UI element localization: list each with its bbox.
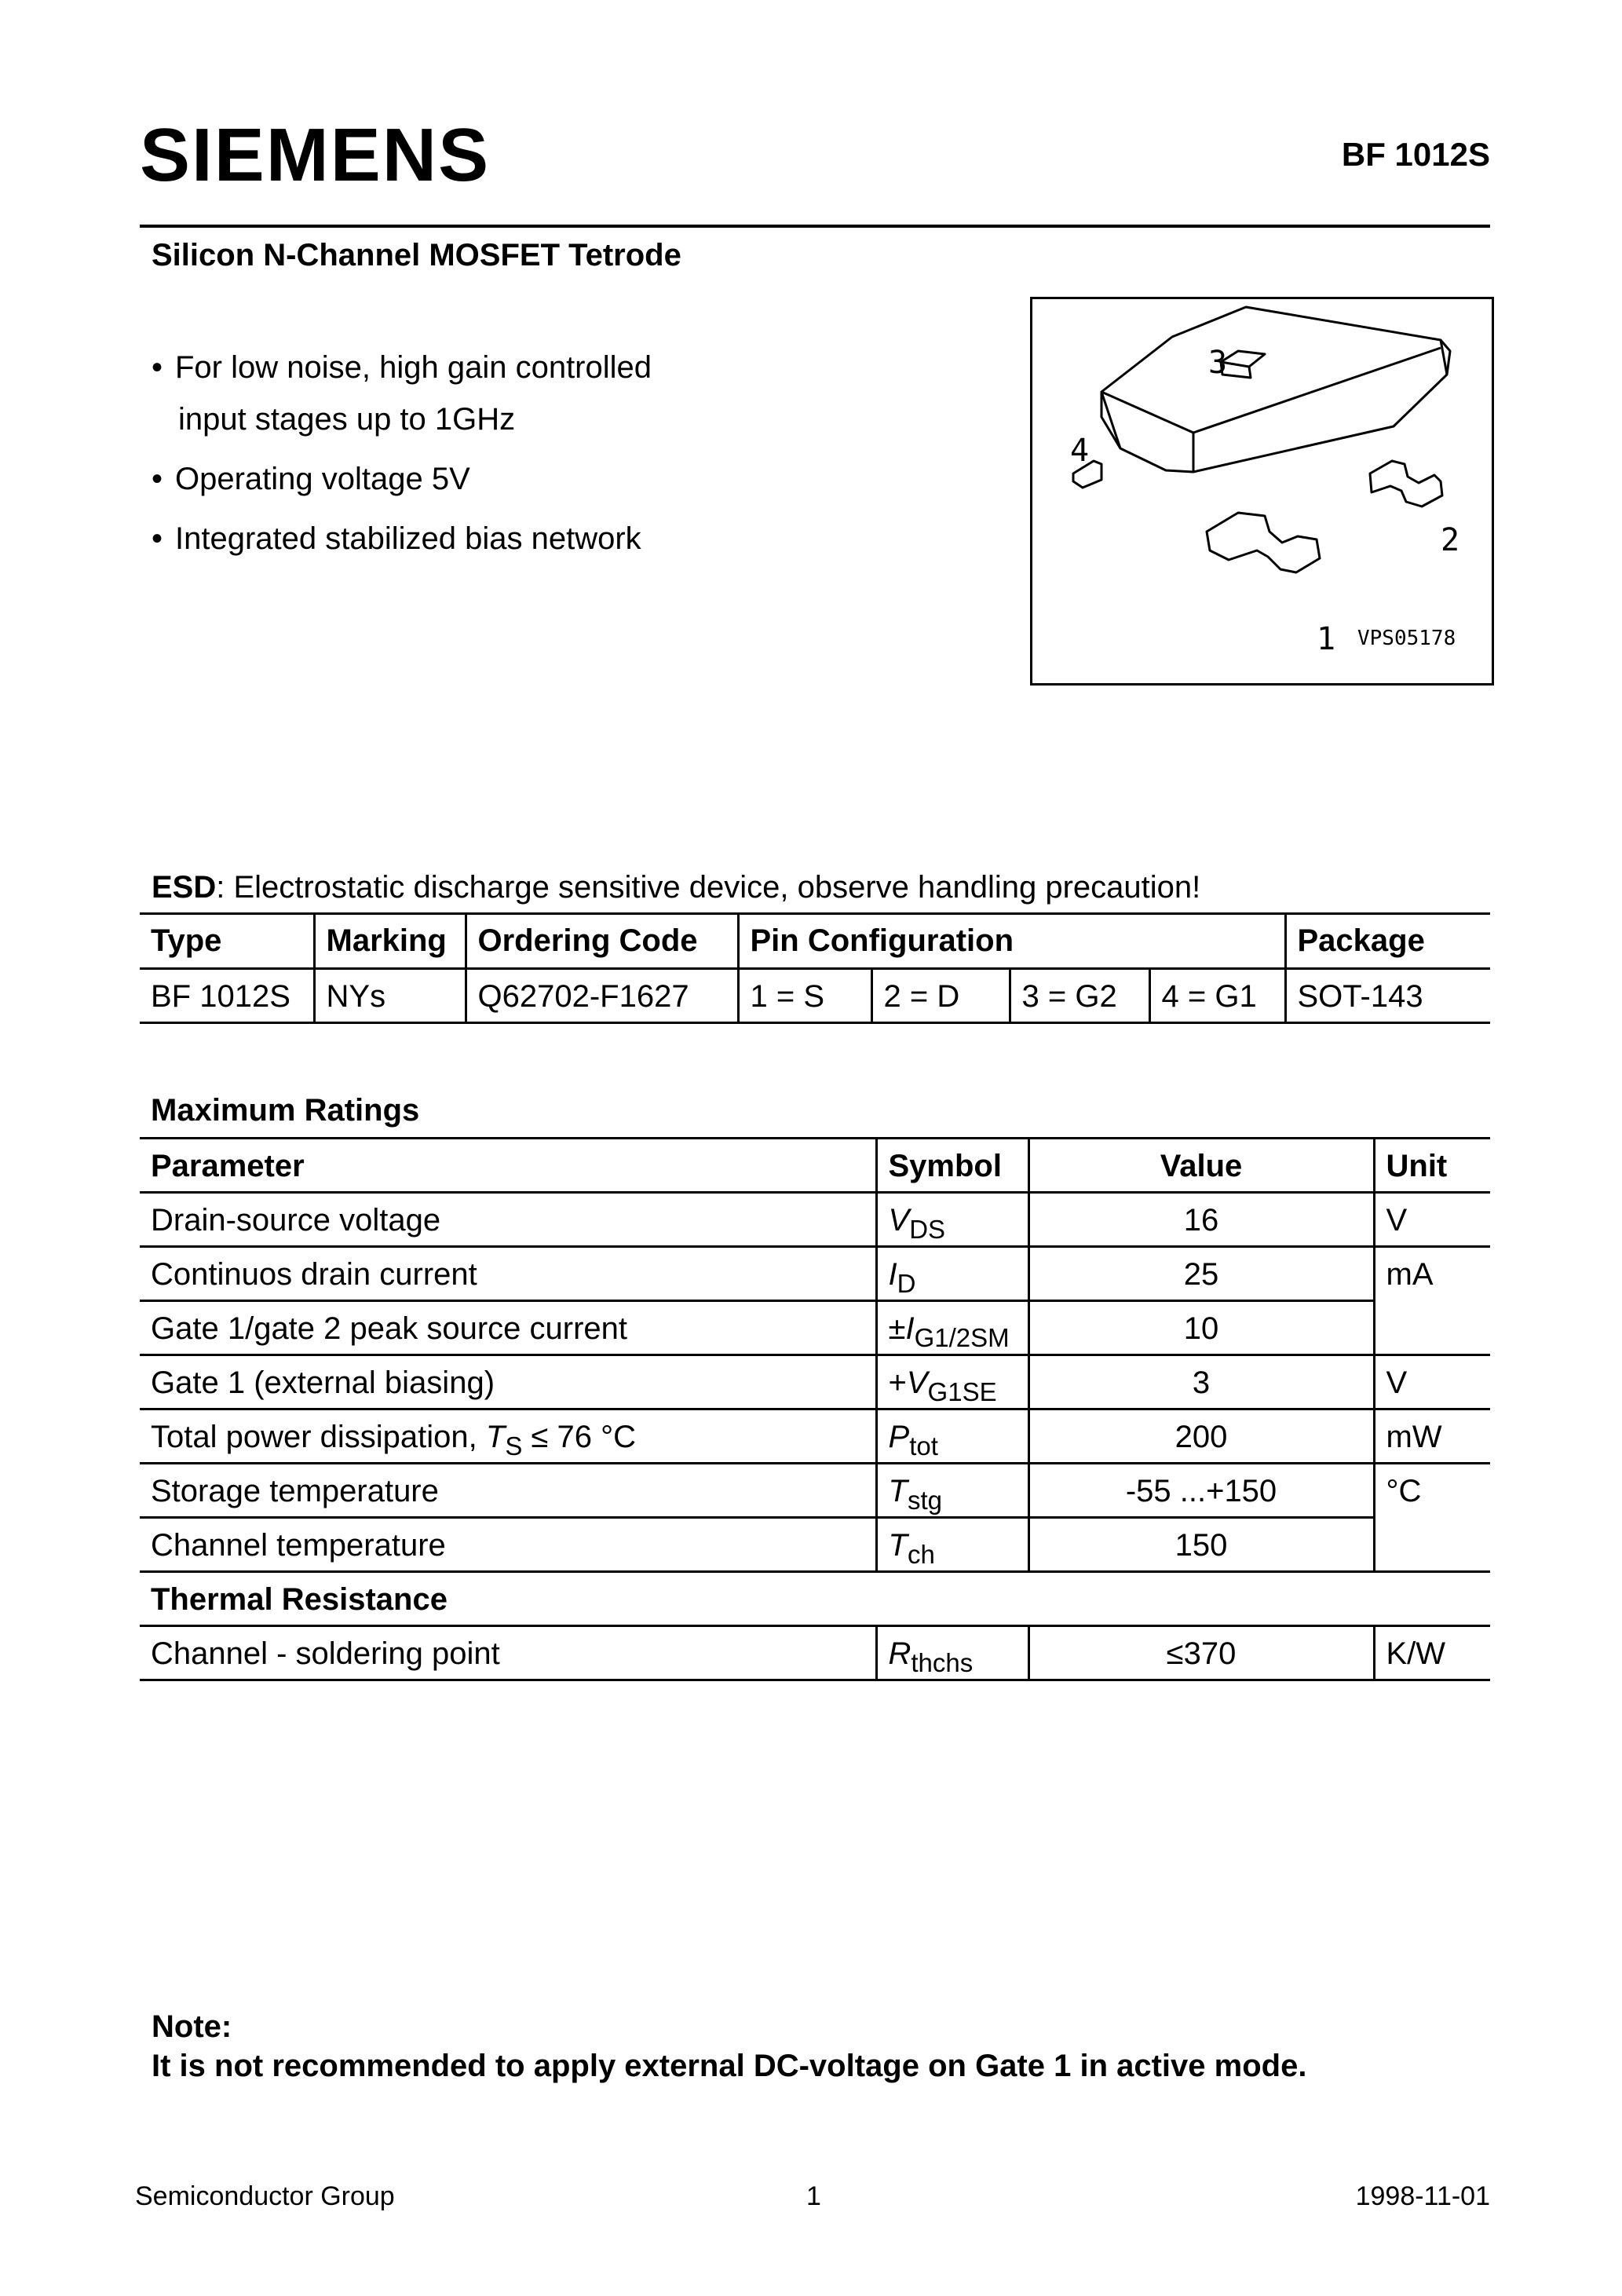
pin-2-label: 2 [1441,522,1460,558]
footer-date: 1998-11-01 [1355,2181,1490,2211]
header-rule [140,225,1490,228]
table-header-row: Parameter Symbol Value Unit [140,1138,1490,1192]
feature-item: • Operating voltage 5V [152,463,652,495]
table-row: Channel - soldering point $R_{thchs}$ ≤370 K/W [140,1625,1490,1680]
table-header-row: Type Marking Ordering Code Pin Configuration Package [140,914,1490,968]
feature-item: • Integrated stabilized bias network [152,523,652,554]
feature-item: • For low noise, high gain controlled input stages up to 1GHz [152,352,652,435]
footer-left: Semiconductor Group [135,2181,395,2211]
part-number: BF 1012S [1341,136,1490,173]
esd-warning: ESD: Electrostatic discharge sensitive device, observe handling precaution! [152,870,1201,905]
max-ratings-table [140,1084,1490,1681]
table-row: Channel temperature $T_{ch}$ 150 [140,1517,1490,1571]
pin-1-label: 1 [1317,621,1336,657]
table-row: Gate 1/gate 2 peak source current $\pm I_{G1/2SM}$ 10 [140,1300,1490,1355]
page-number: 1 [806,2181,821,2211]
table-row: Continuos drain current $I_D$ 25 mA [140,1246,1490,1300]
table-row: Gate 1 (external biasing) $+V_{G1SE}$ 3 V [140,1355,1490,1409]
table-row: BF 1012S NYs Q62702-F1627 1 = S 2 = D 3 = G2 4 = G1 SOT-143 [140,968,1490,1022]
brand-logo: SIEMENS [140,113,491,197]
section-title-row: Maximum Ratings [140,1084,1490,1138]
section-title-row: Thermal Resistance [140,1571,1490,1625]
table-row: Drain-source voltage $V_{DS}$ 16 V [140,1192,1490,1246]
pin-3-label: 3 [1208,345,1228,381]
feature-list [152,352,652,583]
table-row: Total power dissipation, $T_S \le 76$ °C $P_{tot}$ 200 mW [140,1409,1490,1463]
note: Note: It is not recommended to apply external DC-voltage on Gate 1 in active mode. [152,2009,1307,2083]
type-table [140,914,1490,1024]
package-drawing [1030,297,1494,686]
table-row: Storage temperature $T_{stg}$ -55 ...+150 °C [140,1463,1490,1517]
device-subtitle: Silicon N-Channel MOSFET Tetrode [152,238,681,272]
sot143-package-icon [1032,299,1492,683]
drawing-code: VPS05178 [1357,627,1456,650]
pin-4-label: 4 [1070,433,1090,469]
